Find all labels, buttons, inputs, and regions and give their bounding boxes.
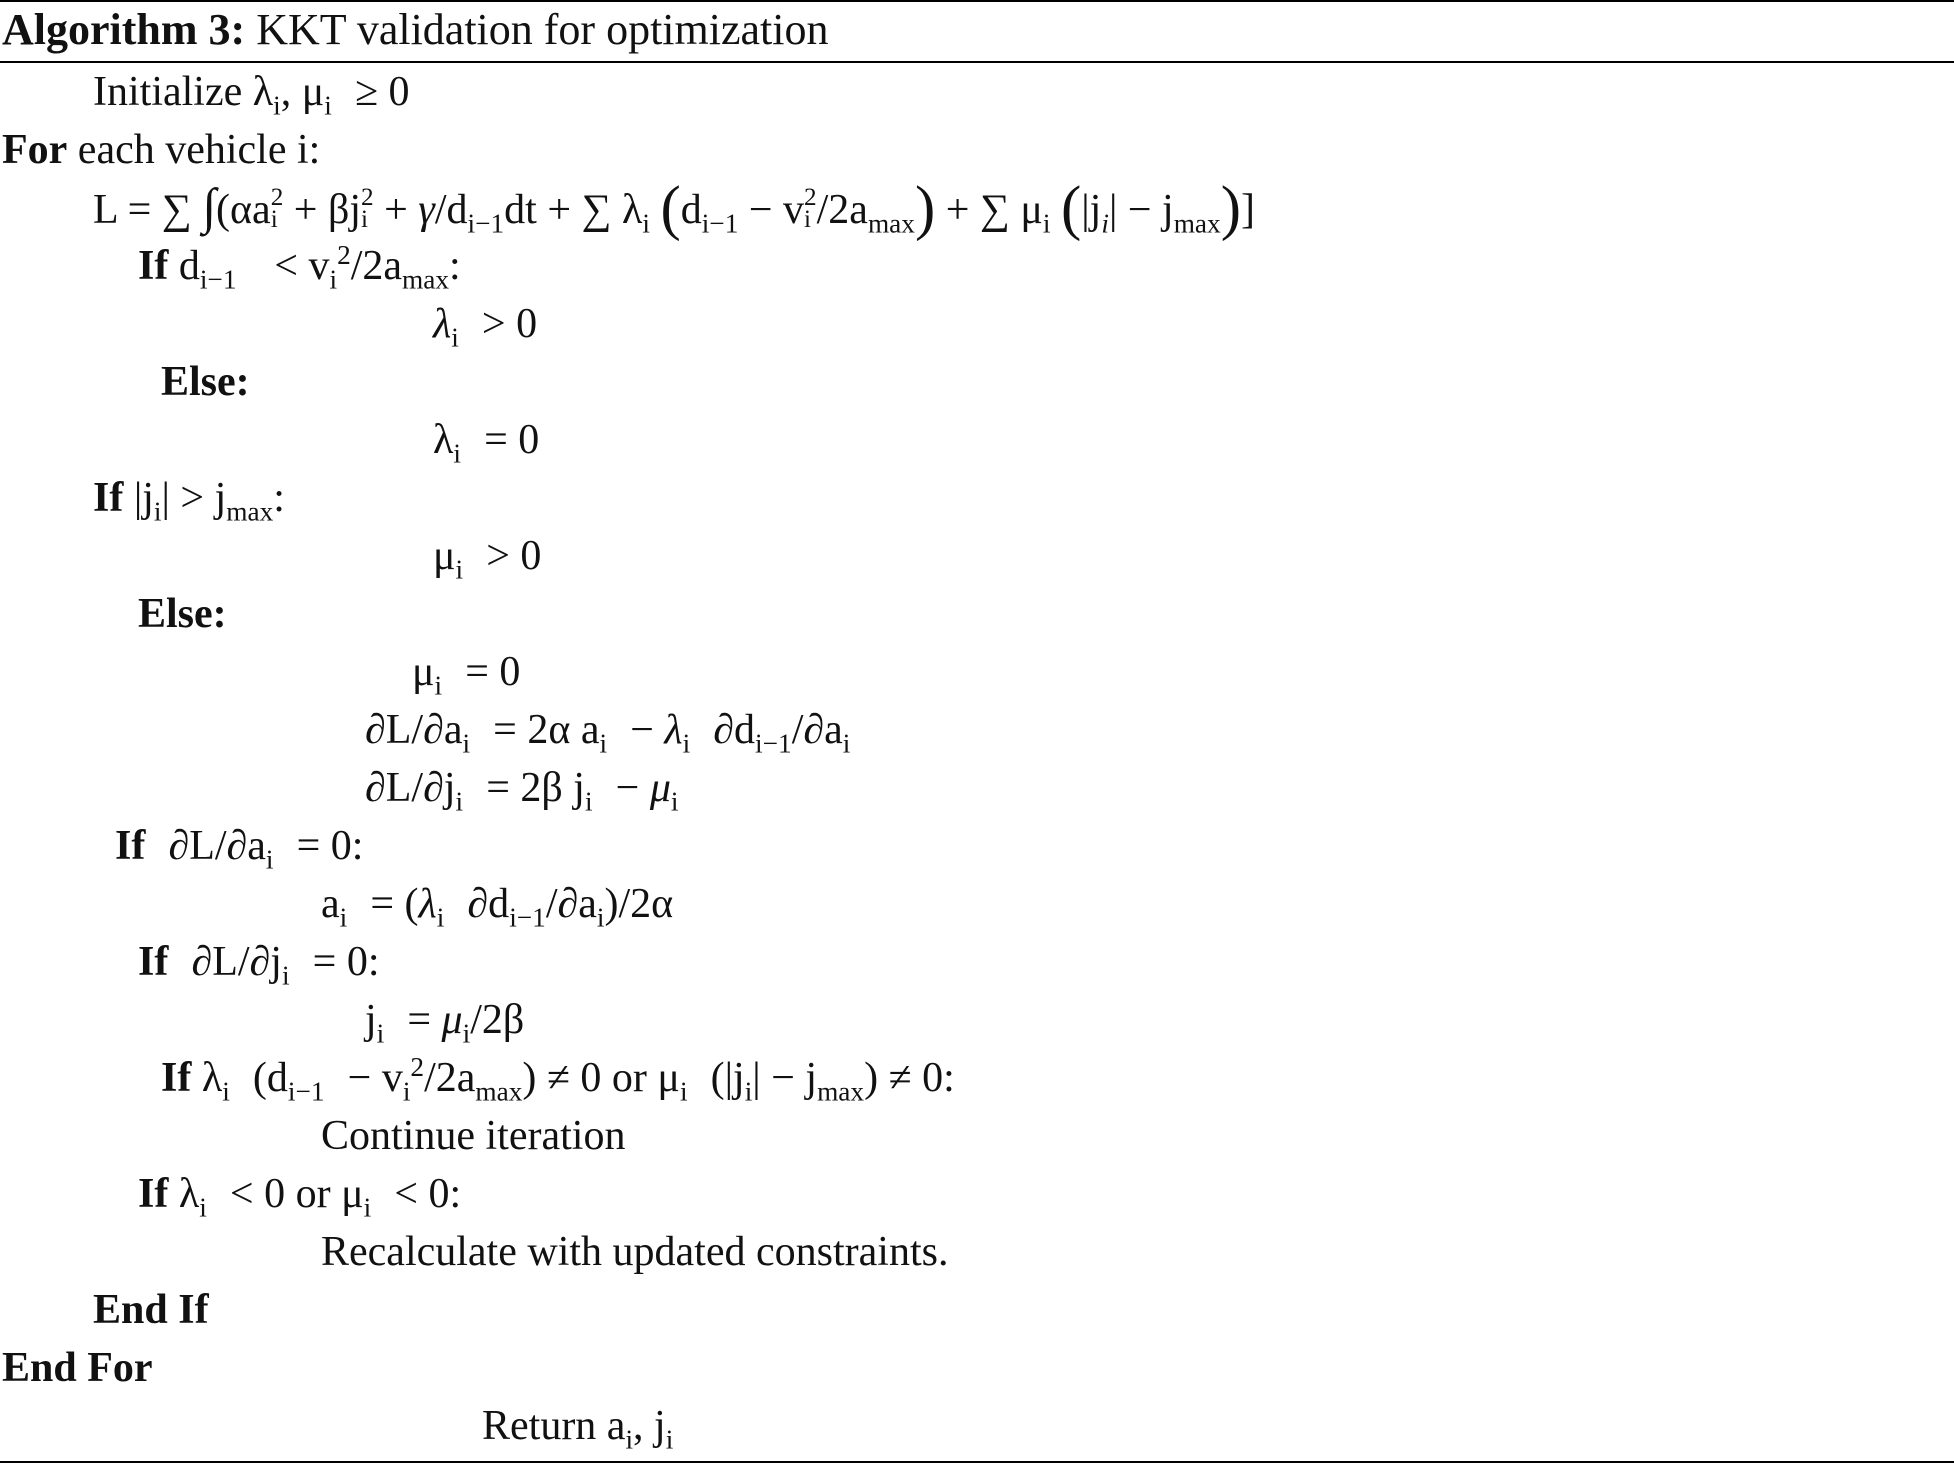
recalc-line <box>321 1226 948 1278</box>
return-line: Return $a_i$, $j_i$ <box>482 1403 674 1455</box>
if-keyword: If <box>93 475 124 521</box>
if-keyword: If <box>138 939 169 985</box>
init-line <box>93 66 410 121</box>
for-line <box>2 124 320 176</box>
if-keyword: If <box>161 1055 192 1101</box>
algorithm-label: Algorithm 3: <box>2 5 246 54</box>
if-keyword: If <box>115 823 146 869</box>
if-slackness-line: If $\lambda_i$ $(d_{i-1} - v_i^2/2a_{max}) \ne 0$ or $\mu_i$ $(|j_i| - j_{max}) \ne 0$: <box>161 1052 955 1107</box>
if-dL-dj-zero-line: If $\partial L/\partial j_i = 0$: <box>138 939 380 991</box>
end-if-line <box>93 1284 209 1336</box>
dL-da-line: $\partial L/\partial a_i = 2\alpha$ $a_i - \lambda_i$ $\partial d_{i-1}/\partial a_i$ <box>365 707 851 759</box>
algorithm-header <box>2 4 829 56</box>
bottom-rule <box>0 1461 1954 1463</box>
if-jerk-line: If $|j_i| > j_{max}$: <box>93 475 285 527</box>
algorithm-title: KKT validation for optimization <box>256 5 829 54</box>
mu-zero-line: $\mu_i = 0$ <box>412 649 521 701</box>
else-keyword: Else: <box>161 359 250 405</box>
continue-text: Continue iteration <box>321 1113 626 1159</box>
mu-positive-line: $\mu_i > 0$ <box>433 533 542 585</box>
lagrangian-line: L = ∑ ∫(αa 2 i + βj 2 i + $\gamma/d_{i-1}dt$ + ∑ $\lambda_i$ ($d_{i-1} - v$ 2 i $/2a_{max}$) + ∑ $\mu_i$ $(|j_i| - j_{max})$] <box>93 174 1255 242</box>
if-distance-line: If $d_{i-1} < v_i^2/2a_{max}$: <box>138 240 461 295</box>
for-each-text: each vehicle i: <box>77 127 321 173</box>
for-keyword: For <box>2 127 68 173</box>
else-keyword: Else: <box>138 591 227 637</box>
if-negative-line: If $\lambda_i < 0$ or $\mu_i < 0$: <box>138 1171 462 1223</box>
init-text: Initialize $\lambda_i$, $\mu_i \ge 0$ <box>93 69 410 121</box>
end-if-keyword: End If <box>93 1287 209 1333</box>
end-for-line <box>2 1342 153 1394</box>
else-line-2 <box>138 588 227 640</box>
recalc-text: Recalculate with updated constraints. <box>321 1229 949 1275</box>
if-dL-da-zero-line: If $\partial L/\partial a_i = 0$: <box>115 823 364 875</box>
end-for-keyword: End For <box>2 1345 153 1391</box>
lambda-positive-line: $\lambda_i > 0$ <box>433 301 538 353</box>
lambda-zero-line: $\lambda_i = 0$ <box>433 417 540 469</box>
j-update-line: $j_i = \mu_i/2\beta$ <box>365 997 525 1049</box>
if-keyword: If <box>138 1171 169 1217</box>
else-line-1 <box>161 356 250 408</box>
if-keyword: If <box>138 243 169 289</box>
header-rule <box>0 61 1954 63</box>
top-rule <box>0 0 1954 2</box>
a-update-line: $a_i = (\lambda_i$ $\partial d_{i-1}/\partial a_i)/2\alpha$ <box>321 881 674 933</box>
continue-line <box>321 1110 625 1162</box>
dL-dj-line: $\partial L/\partial j_i = 2\beta$ $j_i - \mu_i$ <box>365 765 679 817</box>
